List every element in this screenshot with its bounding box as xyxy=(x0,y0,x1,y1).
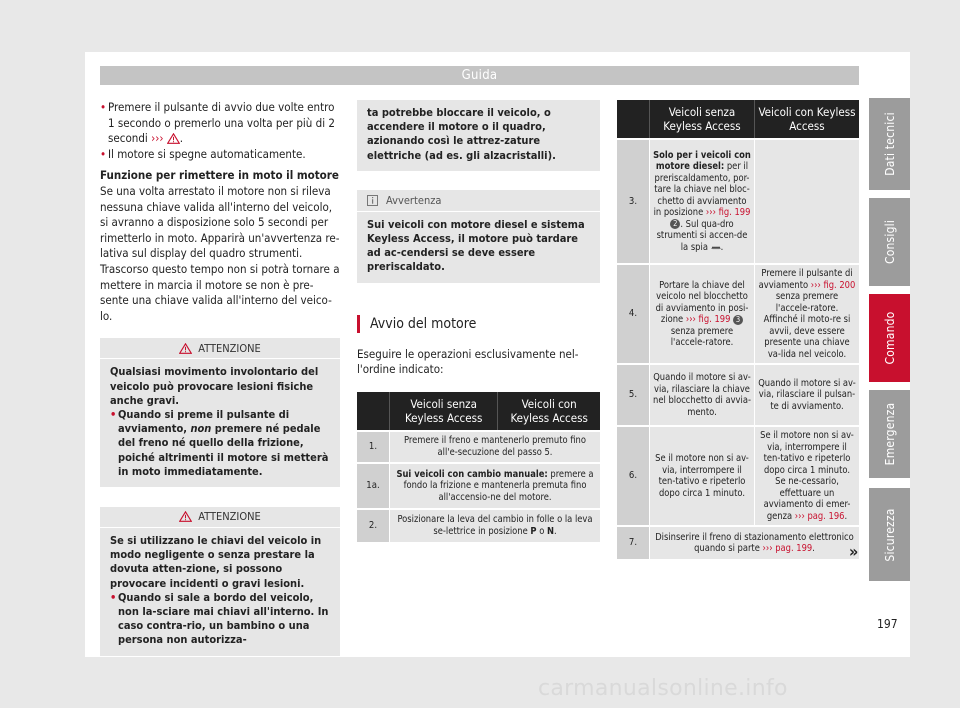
tab-label: Comando xyxy=(882,311,897,365)
step-text-part: . Sul qua-dro strumenti si accen-de la spia xyxy=(656,218,748,253)
bullet-icon: • xyxy=(110,590,117,604)
continue-arrow-icon: » xyxy=(849,542,859,561)
warning-title: ATTENZIONE xyxy=(198,341,261,355)
tab-label: Consigli xyxy=(882,219,897,265)
table-header-empty xyxy=(357,392,389,430)
watermark: carmanualsonline.info xyxy=(538,676,788,701)
step-text-part: o xyxy=(536,525,547,537)
tab-consigli[interactable] xyxy=(869,198,910,286)
warning-icon xyxy=(167,133,180,144)
step-text-part: Se il motore non si av-via, interrompere il ten-tativo e ripeterlo dopo circa 1 minuto. Se ne-cessario, effettuare un avviamento di emer-genza xyxy=(760,430,854,522)
tab-dati-tecnici[interactable] xyxy=(869,98,910,190)
step-text-part: per il preriscaldamento, por-tare la chiave nel bloc-chetto di avviamento in posizione xyxy=(653,161,750,219)
bullet-text: premere né pedale del freno né quello della frizione, poiché altrimenti il motore si metterà in moto immediatamente. xyxy=(118,422,329,478)
step-text xyxy=(649,525,859,559)
bullet-text: Quando si sale a bordo del veicolo, non la-sciare mai chiavi all'interno. In caso contra-rio, un bambino o una persona non autorizza- xyxy=(118,590,329,647)
steps-table xyxy=(357,392,600,542)
warning-header xyxy=(100,507,340,528)
warning-body xyxy=(100,359,340,487)
empty-cell xyxy=(754,138,859,263)
callout-number: 3 xyxy=(733,315,743,325)
paragraph: Se una volta arrestato il motore non si rileva nessuna chiave valida all'interno del veicolo, si avranno a disposizione solo 5 secondi per rimetterlo in moto. Apparirà un'avvertenza re-lativa sul display del quadro strumenti. xyxy=(100,183,340,261)
table-row xyxy=(617,363,859,425)
list-item xyxy=(110,408,330,479)
step-number: 2. xyxy=(357,508,389,542)
warning-text: Qualsiasi movimento involontario del veicolo può provocare lesioni fisiche anche gravi. xyxy=(110,365,319,407)
table-row xyxy=(617,425,859,525)
table-row xyxy=(357,508,600,542)
bullet-icon: • xyxy=(100,100,107,114)
gear-letter: P xyxy=(530,525,537,537)
warning-icon xyxy=(179,343,192,354)
column-3 xyxy=(617,100,859,559)
callout-number: 2 xyxy=(670,219,680,229)
step-text xyxy=(649,263,754,363)
bullet-text: Quando si preme il pulsante di avviamento, xyxy=(118,407,290,436)
info-icon xyxy=(367,195,378,206)
glow-plug-icon xyxy=(711,244,721,251)
figure-ref-link[interactable]: ››› fig. 200 xyxy=(810,279,856,291)
warning-header xyxy=(100,338,340,359)
warning-continued xyxy=(357,100,600,171)
bullet-icon: • xyxy=(100,146,107,161)
table-header-empty xyxy=(617,100,649,138)
step-text-bold: Solo per i veicoli con motore diesel: xyxy=(653,149,751,173)
tab-label: Emergenza xyxy=(882,402,897,466)
table-row xyxy=(617,263,859,363)
table-header: Veicoli senza Keyless Access xyxy=(389,392,497,430)
table-row xyxy=(617,138,859,263)
step-text-bold: Sui veicoli con cambio manuale: xyxy=(396,468,548,480)
paragraph: Eseguire le operazioni esclusivamente nel-l'ordine indicato: xyxy=(357,346,579,377)
step-text-part: Premere il pulsante di avviamento xyxy=(758,268,853,291)
warning-box xyxy=(100,338,340,487)
warning-icon xyxy=(179,511,192,522)
step-text xyxy=(389,430,600,462)
step-text: Solo per i veicoli con motore diesel: per il preriscaldamento, por-tare la chiave nel bloc-chetto di avviamento in posizione ››› fig. 199 2 . Sul qua-dro strumenti si accen-de la spia . xyxy=(649,138,754,263)
section-title: Avvio del motore xyxy=(357,315,600,333)
page-ref-link[interactable]: ››› pag. 196 xyxy=(794,510,845,522)
column-2 xyxy=(357,100,600,542)
tab-emergenza[interactable] xyxy=(869,390,910,478)
note-title: Avvertenza xyxy=(386,193,442,207)
step-text xyxy=(389,508,600,542)
column-1 xyxy=(100,100,340,656)
step-text-part: . xyxy=(812,543,815,554)
page-number: 197 xyxy=(877,617,898,631)
step-text-part: premere a fondo la frizione e mantenerla premuta fino all'accensio-ne del motore. xyxy=(403,468,594,503)
warning-box xyxy=(100,507,340,656)
step-text xyxy=(754,425,859,525)
subheading: Funzione per rimettere in moto il motore xyxy=(100,168,339,183)
warning-text: ta potrebbe bloccare il veicolo, o accendere il motore o il quadro, azionando così le attrez-zature elettriche (ad es. gli alzacristalli). xyxy=(367,106,556,162)
table-header: Veicoli con Keyless Access xyxy=(754,100,859,138)
step-text xyxy=(389,462,600,508)
table-header: Veicoli senza Keyless Access xyxy=(649,100,754,138)
step-number: 6. xyxy=(617,425,649,525)
bullet-text: Il motore si spegne automaticamente. xyxy=(108,146,306,161)
tab-comando[interactable] xyxy=(869,294,910,382)
step-text xyxy=(754,263,859,363)
step-number: 4. xyxy=(617,263,649,363)
warning-body xyxy=(100,528,340,656)
note-body xyxy=(357,212,600,283)
note-box xyxy=(357,190,600,283)
figure-ref-link[interactable]: ››› fig. 199 xyxy=(705,207,751,219)
step-number: 3. xyxy=(617,138,649,263)
step-text-part: Premere il freno e mantenerlo premuto fino all'e-secuzione del passo 5. xyxy=(404,435,586,458)
step-number: 5. xyxy=(617,363,649,425)
page-header: Guida xyxy=(100,66,859,85)
ref-arrows: ››› xyxy=(151,131,164,146)
step-number: 7. xyxy=(617,525,649,559)
table-row xyxy=(617,525,859,559)
steps-table-continued xyxy=(617,100,859,559)
step-number: 1a. xyxy=(357,462,389,508)
step-text-part: . xyxy=(553,525,557,537)
figure-ref-link[interactable]: ››› fig. 199 xyxy=(685,314,731,325)
gear-letter: N xyxy=(546,525,554,537)
table-header: Veicoli con Keyless Access xyxy=(497,392,600,430)
bullet-text: Premere il pulsante di avvio due volte entro 1 secondo o premerlo una volta per più di 2 secondi xyxy=(108,100,335,146)
list-item xyxy=(100,147,340,163)
list-item: • Premere il pulsante di avvio due volte entro 1 secondo o premerlo una volta per più di 2 secondi ››› . xyxy=(100,100,335,146)
tab-label: Sicurezza xyxy=(882,507,897,562)
step-text-part: . xyxy=(844,510,848,522)
step-text: Quando il motore si av-via, rilasciare il pulsan-te di avviamento. xyxy=(754,363,859,425)
step-text-part: Disinserire il freno di stazionamento elettronico quando si parte xyxy=(655,531,854,554)
step-text-part: senza premere l'accele-ratore. xyxy=(670,325,734,348)
note-header xyxy=(357,190,600,212)
bullet-icon: • xyxy=(110,407,117,421)
paragraph: Trascorso questo tempo non si potrà tornare a mettere in marcia il motore se non è pre-sente una chiave valida all'interno del veico-lo. xyxy=(100,261,340,323)
step-text-part: senza premere l'accele-ratore. Affinché il moto-re si avvii, deve essere presente una chiave va-lida nel veicolo. xyxy=(763,291,851,360)
tab-label: Dati tecnici xyxy=(882,112,897,176)
warning-text: Se si utilizzano le chiavi del veicolo in modo negligente o senza prestare la dovuta atten-zione, si possono provocare incidenti o gravi lesioni. xyxy=(110,533,322,590)
step-text: Se il motore non si av-via, interrompere il ten-tativo e ripeterlo dopo circa 1 minuto. xyxy=(649,425,754,525)
page-ref-link[interactable]: ››› pag. 199 xyxy=(762,543,813,554)
tab-sicurezza[interactable] xyxy=(869,488,910,581)
emphasis-text: non xyxy=(190,422,212,436)
step-number: 1. xyxy=(357,430,389,462)
step-text-part: Posizionare la leva del cambio in folle o la leva se-lettrice in posizione xyxy=(397,514,593,537)
step-text: Quando il motore si av-via, rilasciare la chiave nel blocchetto di avvia-mento. xyxy=(649,363,754,425)
table-row xyxy=(357,430,600,462)
table-row xyxy=(357,462,600,508)
step-text-part: Portare la chiave del veicolo nel blocchetto di avviamento in posi-zione xyxy=(655,279,749,325)
list-item xyxy=(110,591,330,648)
note-text: Sui veicoli con motore diesel e sistema Keyless Access, il motore può tardare ad ac-cendersi se deve essere preriscaldato. xyxy=(367,217,585,274)
warning-title: ATTENZIONE xyxy=(198,510,261,524)
